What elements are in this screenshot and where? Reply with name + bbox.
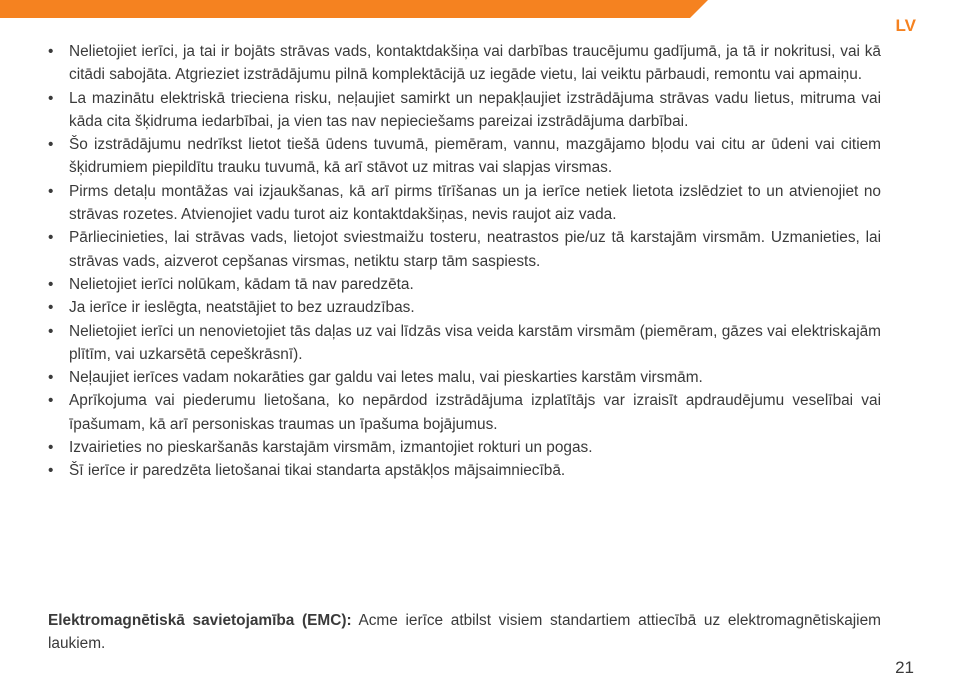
- list-item-text: Nelietojiet ierīci un nenovietojiet tās daļas uz vai līdzās visa veida karstām virsmām (piemēram, gāzes vai elektriskajām plītīm, vai uzkarsētā cepeškrāsnī).: [69, 322, 881, 363]
- list-item-text: Nelietojiet ierīci nolūkam, kādam tā nav paredzēta.: [69, 275, 414, 293]
- language-code: LV: [895, 16, 916, 35]
- bullet-icon: •: [48, 89, 54, 107]
- list-item: [48, 40, 881, 87]
- bullet-icon: •: [48, 462, 54, 480]
- list-item-text: Izvairieties no pieskaršanās karstajām virsmām, izmantojiet rokturi un pogas.: [69, 439, 593, 457]
- emc-label: Elektromagnētiskā savietojamība (EMC):: [48, 612, 352, 629]
- bullet-icon: •: [48, 182, 54, 200]
- bullet-icon: •: [48, 43, 54, 60]
- list-item: [48, 226, 881, 273]
- list-item: [48, 133, 881, 180]
- list-item-text: Neļaujiet ierīces vadam nokarāties gar galdu vai letes malu, vai pieskarties karstām virsmām.: [69, 369, 703, 387]
- bullet-icon: •: [48, 369, 54, 387]
- list-item: [48, 87, 881, 134]
- list-item: [48, 296, 881, 319]
- header-stripe-shape: [0, 0, 708, 18]
- bullet-icon: •: [48, 229, 54, 247]
- emc-text: Acme ierīce atbilst visiem standartiem attiecībā uz elektromagnētiskajiem laukiem.: [48, 612, 881, 653]
- emc-paragraph: [48, 609, 881, 656]
- list-item-text: Pirms detaļu montāžas vai izjaukšanas, kā arī pirms tīrīšanas un ja ierīce netiek lietota izslēdziet to un atvienojiet no strāvas rozetes. Atvienojiet vadu turot aiz kontaktdakšiņas, nevis raujot aiz vada.: [69, 182, 881, 224]
- bullet-icon: •: [48, 322, 54, 340]
- bullet-icon: •: [48, 392, 54, 410]
- list-item: [48, 273, 881, 296]
- list-item: [48, 180, 881, 227]
- list-item: [48, 436, 881, 459]
- list-item-text: Šī ierīce ir paredzēta lietošanai tikai standarta apstākļos mājsaimniecībā.: [69, 462, 566, 480]
- page-number: 21: [895, 658, 914, 677]
- list-item: [48, 389, 881, 436]
- bullet-icon: •: [48, 299, 54, 317]
- bullet-icon: •: [48, 439, 54, 457]
- orange-header-bar: [0, 0, 954, 18]
- bullet-icon: •: [48, 275, 54, 293]
- list-item: [48, 320, 881, 367]
- list-item-text: Pārliecinieties, lai strāvas vads, lietojot sviestmaižu tosteru, neatrastos pie/uz tā karstajām virsmām. Uzmanieties, lai strāvas vads, aizverot cepšanas virsmas, netiktu starp tām saspiests.: [69, 229, 881, 270]
- list-item-text: Aprīkojuma vai piederumu lietošana, ko nepārdod izstrādājuma izplatītājs var izraisīt apdraudējumu veselībai vai īpašumam, kā arī personiskas traumas un īpašuma bojājumus.: [69, 392, 881, 433]
- list-item-text: Šo izstrādājumu nedrīkst lietot tiešā ūdens tuvumā, piemēram, vannu, mazgājamo bļodu vai citu ar ūdeni vai citiem šķidrumiem piepildītu trauku tuvumā, kā arī stāvot uz mitras vai slapjas virsmas.: [69, 136, 881, 177]
- list-item-text: Ja ierīce ir ieslēgta, neatstājiet to bez uzraudzības.: [69, 299, 415, 317]
- safety-instructions-list: [48, 40, 881, 483]
- list-item: [48, 366, 881, 389]
- list-item: [48, 459, 881, 482]
- list-item-text: Nelietojiet ierīci, ja tai ir bojāts strāvas vads, kontaktdakšiņa vai darbības traucējumu gadījumā, ja tā ir nokritusi, vai kā citādi sabojāta. Atgrieziet izstrādājumu pilnā komplektācijā uz iegāde vietu, lai veiktu pārbaudi, remontu vai apmaiņu.: [69, 43, 881, 84]
- bullet-icon: •: [48, 136, 54, 154]
- list-item-text: La mazinātu elektriskā trieciena risku, neļaujiet samirkt un nepakļaujiet izstrādājuma strāvas vadu lietus, mitruma vai kāda cita šķidruma iedarbībai, ja vien tas nav nepieciešams pareizai izstrādājuma darbībai.: [69, 89, 881, 130]
